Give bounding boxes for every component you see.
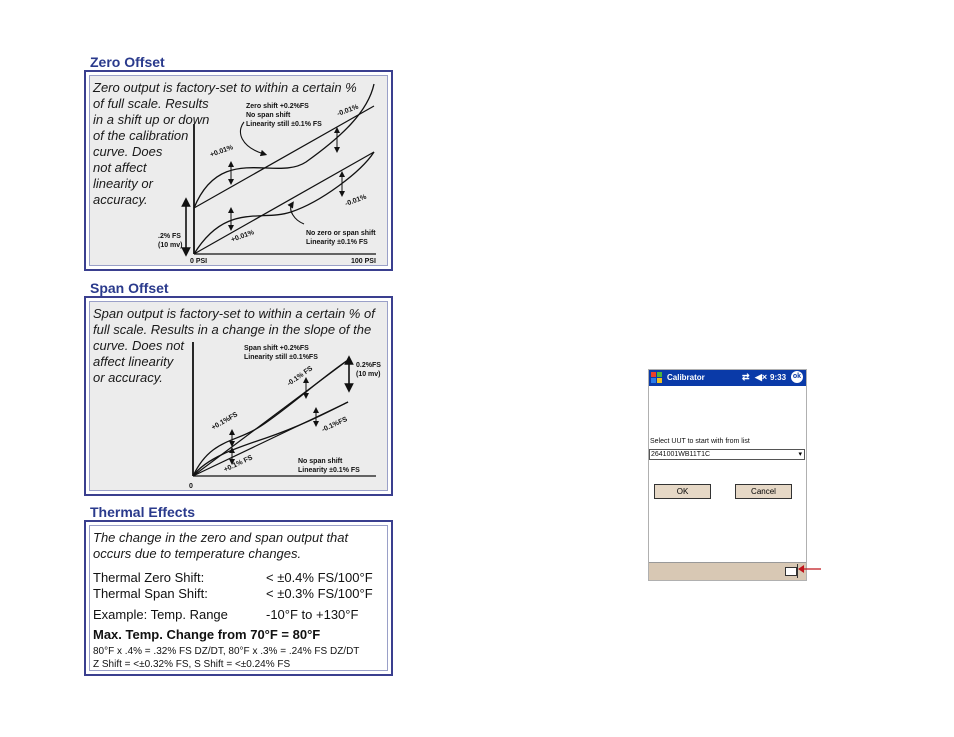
fs-label: .2% FS	[158, 233, 181, 240]
speaker-muted-icon[interactable]: ◀×	[755, 372, 768, 382]
no-span-label: No span shift	[298, 458, 343, 465]
chevron-down-icon[interactable]: ▾	[798, 451, 802, 458]
linearity-still-label: Linearity still ±0.1% FS	[246, 121, 322, 128]
thermal-zero-shift-value: < ±0.4% FS/100°F	[266, 570, 373, 585]
zero-shift-label: Zero shift +0.2%FS	[246, 103, 309, 110]
app-title: Calibrator	[667, 373, 705, 382]
thermal-effects-title: Thermal Effects	[90, 504, 196, 520]
thermal-intro-line-1: The change in the zero and span output that	[93, 530, 349, 545]
zero-text-line-1: Zero output is factory-set to within a certain %	[93, 80, 357, 95]
span-offset-title: Span Offset	[90, 280, 169, 296]
span-offset-diagram	[86, 298, 391, 494]
ok-button[interactable]: OK	[654, 484, 711, 499]
max-temp-change: Max. Temp. Change from 70°F = 80°F	[93, 627, 321, 642]
zero-offset-panel	[84, 70, 393, 271]
plus-001-bottom-label: +0.01%	[230, 229, 256, 244]
span-text-line-2: full scale. Results in a change in the slope of the	[93, 322, 372, 337]
pda-title-bar	[649, 370, 806, 386]
plus-01-bottom-label: +0.1% FS	[222, 454, 254, 474]
calc-line-2: Z Shift = <±0.32% FS, S Shift = <±0.24% FS	[93, 659, 291, 670]
plus-01-top-label: +0.1%FS	[210, 411, 240, 432]
zero-text-line-5: curve. Does	[93, 144, 163, 159]
no-zero-span-label: No zero or span shift	[306, 230, 376, 237]
mv-label: (10 mv)	[158, 242, 183, 249]
example-temp-range-value: -10°F to +130°F	[266, 607, 359, 622]
zero-text-line-8: accuracy.	[93, 192, 148, 207]
zero-text-line-6: not affect	[93, 160, 147, 175]
x-axis-100-label: 100 PSI	[351, 258, 376, 265]
no-span-shift-label: No span shift	[246, 112, 291, 119]
uut-prompt: Select UUT to start with from list	[650, 438, 750, 445]
cancel-button[interactable]: Cancel	[735, 484, 792, 499]
windows-start-icon[interactable]	[651, 372, 663, 384]
span-text-line-3: curve. Does not	[93, 338, 185, 353]
zero-text-line-7: linearity or	[93, 176, 153, 191]
thermal-span-shift-value: < ±0.3% FS/100°F	[266, 586, 373, 601]
linearity-label: Linearity ±0.1% FS	[306, 239, 368, 246]
minus-01-top-label: -0.1% FS	[286, 365, 315, 388]
zero-offset-diagram	[86, 72, 391, 269]
span-shift-label: Span shift +0.2%FS	[244, 345, 309, 352]
clock[interactable]: 9:33	[770, 373, 787, 382]
thermal-effects-panel	[84, 520, 393, 676]
zero-text-line-2: of full scale. Results	[93, 96, 209, 111]
thermal-intro-line-2: occurs due to temperature changes.	[93, 546, 302, 561]
example-temp-range-label: Example: Temp. Range	[93, 607, 228, 622]
x-axis-0-label: 0 PSI	[190, 258, 208, 265]
span-x-axis-0-label: 0	[189, 483, 193, 490]
span-linearity-label: Linearity ±0.1% FS	[298, 467, 360, 474]
minus-01-bottom-label: -0.1%FS	[320, 415, 349, 434]
minus-001-bottom-label: -0.01%	[344, 193, 368, 208]
connectivity-icon[interactable]: ⇄	[742, 372, 750, 382]
pda-screen	[648, 369, 807, 581]
minus-001-top-label: -0.01%	[336, 103, 360, 118]
span-text-line-4: affect linearity	[93, 354, 174, 369]
span-text-line-5: or accuracy.	[93, 370, 163, 385]
calc-line-1: 80°F x .4% = .32% FS DZ/DT, 80°F x .3% = .24% FS DZ/DT	[93, 646, 360, 657]
zero-text-line-4: of the calibration	[93, 128, 189, 143]
zero-text-line-3: in a shift up or down	[93, 112, 210, 127]
span-linearity-still-label: Linearity still ±0.1%FS	[244, 354, 318, 361]
span-offset-panel	[84, 296, 393, 496]
uut-select[interactable]	[649, 449, 805, 460]
thermal-span-shift-label: Thermal Span Shift:	[93, 586, 208, 601]
uut-select-value: 2641001WB11T1C	[651, 451, 711, 458]
span-mv-label: (10 mv)	[356, 371, 381, 378]
span-text-line-1: Span output is factory-set to within a certain % of	[93, 306, 375, 321]
pointer-arrow	[798, 563, 822, 575]
plus-001-top-label: +0.01%	[209, 144, 235, 159]
thermal-zero-shift-label: Thermal Zero Shift:	[93, 570, 205, 585]
pda-command-bar	[649, 562, 806, 580]
keyboard-icon[interactable]	[785, 567, 797, 576]
span-fs-label: 0.2%FS	[356, 362, 381, 369]
zero-offset-title: Zero Offset	[90, 54, 165, 70]
ok-badge-button[interactable]: ok	[791, 371, 803, 383]
